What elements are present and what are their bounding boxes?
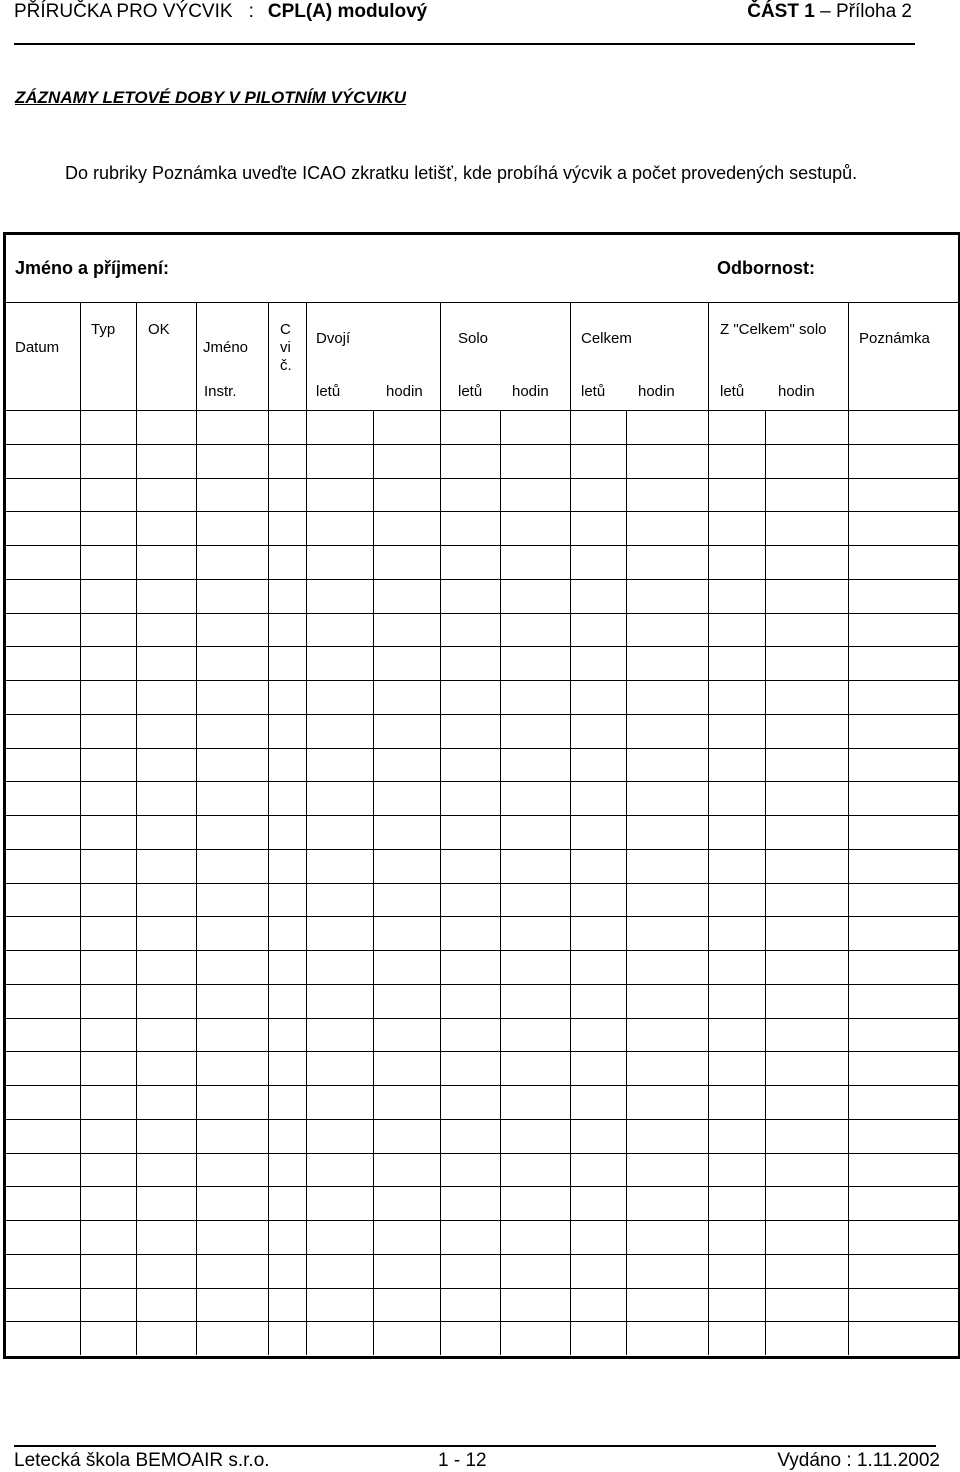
col-header-typ: Typ xyxy=(91,321,116,338)
subheader-solo-letu: letů xyxy=(458,383,483,400)
table-row-rule xyxy=(6,916,958,917)
running-header-left xyxy=(14,1,427,23)
footer-page-number: 1 - 12 xyxy=(438,1450,487,1471)
table-row-rule xyxy=(6,680,958,681)
table-row-rule xyxy=(6,1051,958,1052)
table-row-rule xyxy=(6,883,958,884)
table-row-rule xyxy=(6,950,958,951)
table-row-rule xyxy=(6,815,958,816)
table-column-rule xyxy=(268,302,269,1355)
footer-issue-date: Vydáno : 1.11.2002 xyxy=(777,1450,940,1471)
table-column-rule xyxy=(80,302,81,1355)
document-title: ZÁZNAMY LETOVÉ DOBY V PILOTNÍM VÝCVIKU xyxy=(15,88,407,107)
subheader-zsolo-letu: letů xyxy=(720,383,745,400)
col-header-solo: Solo xyxy=(458,330,489,347)
table-column-rule xyxy=(196,302,197,1355)
table-row-rule xyxy=(6,1018,958,1019)
table-column-rule xyxy=(570,302,571,1355)
subheader-zsolo-hodin: hodin xyxy=(778,383,815,400)
col-header-jmeno: Jméno xyxy=(203,339,249,356)
subheader-celkem-letu: letů xyxy=(581,383,606,400)
table-column-rule xyxy=(708,302,709,1355)
header-dash: – xyxy=(820,1,831,22)
table-row-rule xyxy=(6,781,958,782)
table-row-rule xyxy=(6,478,958,479)
subheader-celkem-hodin: hodin xyxy=(638,383,675,400)
table-row-rule xyxy=(6,646,958,647)
table-row-rule xyxy=(6,1220,958,1221)
table-row-rule xyxy=(6,579,958,580)
table-row-rule xyxy=(6,545,958,546)
table-row-rule xyxy=(6,1085,958,1086)
col-header-dvoji: Dvojí xyxy=(316,330,351,347)
table-subcolumn-rule xyxy=(500,410,501,1355)
col-header-cvic: C vi č. xyxy=(280,321,292,374)
table-row-rule xyxy=(6,511,958,512)
table-column-rule xyxy=(848,302,849,1355)
header-separator: : xyxy=(248,1,254,22)
running-header-right xyxy=(747,1,912,23)
subheader-dvoji-hodin: hodin xyxy=(386,383,423,400)
col-header-celkem: Celkem xyxy=(581,330,632,347)
qualification-field-label: Odbornost: xyxy=(717,258,815,278)
table-header-bottom-rule xyxy=(6,410,958,411)
table-row-rule xyxy=(6,849,958,850)
col-header-z-celkem-solo: Z "Celkem" solo xyxy=(720,321,827,338)
name-field-label: Jméno a příjmení: xyxy=(15,258,170,278)
table-top-rule xyxy=(6,302,958,303)
table-row-rule xyxy=(6,1186,958,1187)
table-row-rule xyxy=(6,613,958,614)
table-row-rule xyxy=(6,1119,958,1120)
col-header-instr: Instr. xyxy=(204,383,237,400)
subheader-solo-hodin: hodin xyxy=(512,383,549,400)
col-header-poznamka: Poznámka xyxy=(859,330,930,347)
instruction-text: Do rubriky Poznámka uveďte ICAO zkratku letišť, kde probíhá výcvik a počet provedených sestupů. xyxy=(65,163,858,183)
table-column-rule xyxy=(136,302,137,1355)
footer-school: Letecká škola BEMOAIR s.r.o. xyxy=(14,1450,270,1471)
table-column-rule xyxy=(440,302,441,1355)
table-subcolumn-rule xyxy=(373,410,374,1355)
table-subcolumn-rule xyxy=(765,410,766,1355)
table-row-rule xyxy=(6,984,958,985)
table-row-rule xyxy=(6,714,958,715)
table-column-rule xyxy=(306,302,307,1355)
col-header-datum: Datum xyxy=(15,339,60,356)
table-row-rule xyxy=(6,748,958,749)
manual-title: PŘÍRUČKA PRO VÝCVIK xyxy=(14,1,233,22)
col-header-ok: OK xyxy=(148,321,170,338)
course-name: CPL(A) modulový xyxy=(267,1,428,22)
subheader-dvoji-letu: letů xyxy=(316,383,341,400)
table-row-rule xyxy=(6,1288,958,1289)
footer-rule xyxy=(14,1445,936,1447)
table-row-rule xyxy=(6,1254,958,1255)
table-row-rule xyxy=(6,1321,958,1322)
header-rule xyxy=(14,43,915,45)
table-row-rule xyxy=(6,1153,958,1154)
table-subcolumn-rule xyxy=(626,410,627,1355)
table-row-rule xyxy=(6,444,958,445)
annex-label: Příloha 2 xyxy=(835,1,912,22)
part-label: ČÁST 1 xyxy=(747,1,815,22)
flight-log-form xyxy=(3,232,960,1359)
